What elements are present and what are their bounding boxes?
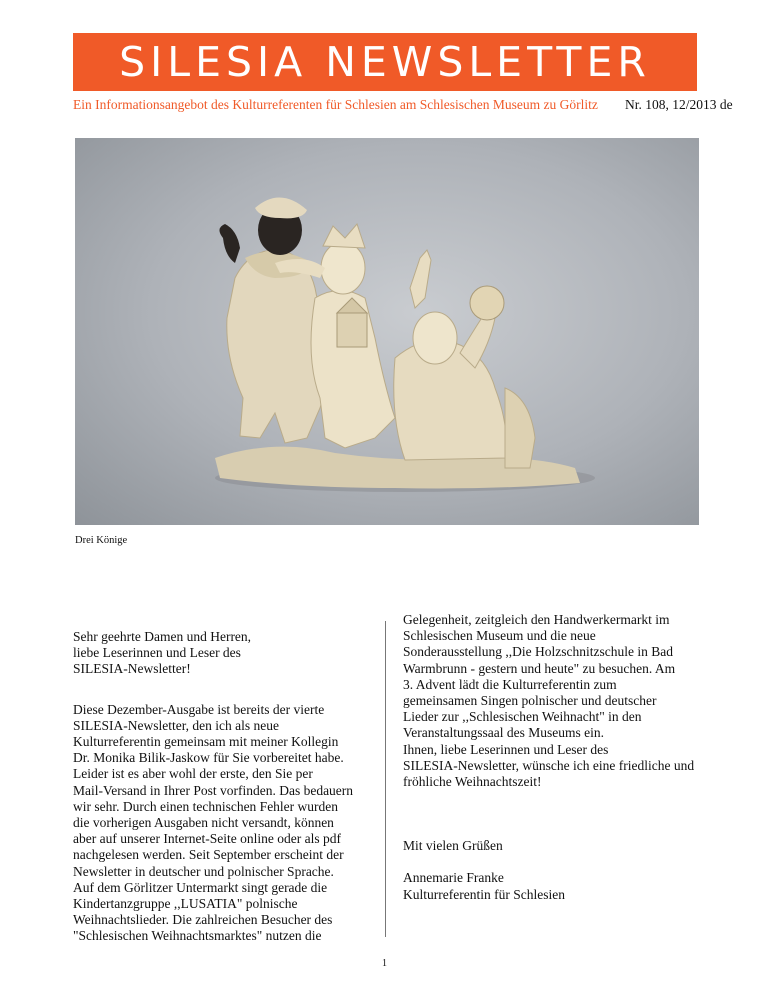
body-line: Auf dem Görlitzer Untermarkt singt gerade die (73, 879, 328, 895)
greeting-line: liebe Leserinnen und Leser des (73, 645, 241, 661)
signature-role: Kulturreferentin für Schlesien (403, 886, 565, 902)
letter-left-column (73, 629, 363, 945)
column-divider (385, 621, 386, 937)
body-line: gemeinsamen Singen polnischer und deutscher (403, 693, 657, 709)
photo-caption: Drei Könige (75, 535, 128, 546)
body-line: Veranstaltungssaal des Museums ein. (403, 725, 604, 741)
body-line: Schlesischen Museum und die neue (403, 628, 596, 644)
body-line: Dr. Monika Bilik-Jaskow für Sie vorbereitet habe. (73, 750, 344, 766)
body-line: SILESIA-Newsletter, wünsche ich eine friedliche und (403, 757, 695, 773)
body-line: Lieder zur ,,Schlesischen Weihnacht" in den (403, 709, 642, 725)
paragraph-spacer (403, 790, 703, 838)
body-line: wir sehr. Durch einen technischen Fehler wurden (73, 798, 339, 814)
letter-right-column (403, 612, 703, 903)
newsletter-banner (73, 33, 697, 91)
page-number: 1 (382, 958, 387, 969)
three-kings-photo (75, 138, 699, 525)
body-line: Sonderausstellung ,,Die Holzschnitzschule in Bad (403, 644, 673, 660)
signature-name: Annemarie Franke (403, 870, 504, 886)
body-line: Newsletter in deutscher und polnischer Sprache. (73, 863, 334, 879)
body-line: aber auf unserer Internet-Seite online oder als pdf (73, 831, 342, 847)
body-line: Gelegenheit, zeitgleich den Handwerkermarkt im (403, 612, 670, 627)
issue-number: Nr. 108, 12/2013 de (625, 97, 733, 112)
paragraph-spacer (403, 854, 703, 870)
body-line: Mail-Versand in Ihrer Post vorfinden. Das bedauern (73, 782, 354, 798)
body-line: Weihnachtslieder. Die zahlreichen Besucher des (73, 912, 333, 928)
body-line: Kulturreferentin gemeinsam mit meiner Kollegin (73, 734, 339, 750)
header-subline (73, 97, 733, 117)
greeting-line: SILESIA-Newsletter! (73, 661, 191, 677)
body-line: Warmbrunn - gestern und heute" zu besuchen. Am (403, 660, 676, 676)
body-line: fröhliche Weihnachtszeit! (403, 774, 542, 790)
body-line: Diese Dezember-Ausgabe ist bereits der vierte (73, 701, 325, 717)
paragraph-spacer (73, 678, 363, 702)
newsletter-title: SILESIA NEWSLETTER (119, 38, 651, 86)
wood-carving-illustration (75, 138, 699, 525)
body-line: "Schlesischen Weihnachtsmarktes" nutzen die (73, 928, 322, 944)
body-line: die vorherigen Ausgaben nicht versandt, können (73, 815, 334, 831)
body-line: Leider ist es aber wohl der erste, den Sie per (73, 766, 313, 782)
closing-line: Mit vielen Grüßen (403, 838, 503, 854)
body-line: 3. Advent lädt die Kulturreferentin zum (403, 676, 617, 692)
body-line: Ihnen, liebe Leserinnen und Leser des (403, 741, 609, 757)
body-line: Kindertanzgruppe ,,LUSATIA" polnische (73, 896, 298, 912)
greeting-line: Sehr geehrte Damen und Herren, (73, 629, 252, 644)
body-line: nachgelesen werden. Seit September erscheint der (73, 847, 344, 863)
body-line: SILESIA-Newsletter, den ich als neue (73, 717, 280, 733)
publisher-line: Ein Informationsangebot des Kulturreferenten für Schlesien am Schlesischen Museum zu Görlitz (73, 97, 598, 112)
